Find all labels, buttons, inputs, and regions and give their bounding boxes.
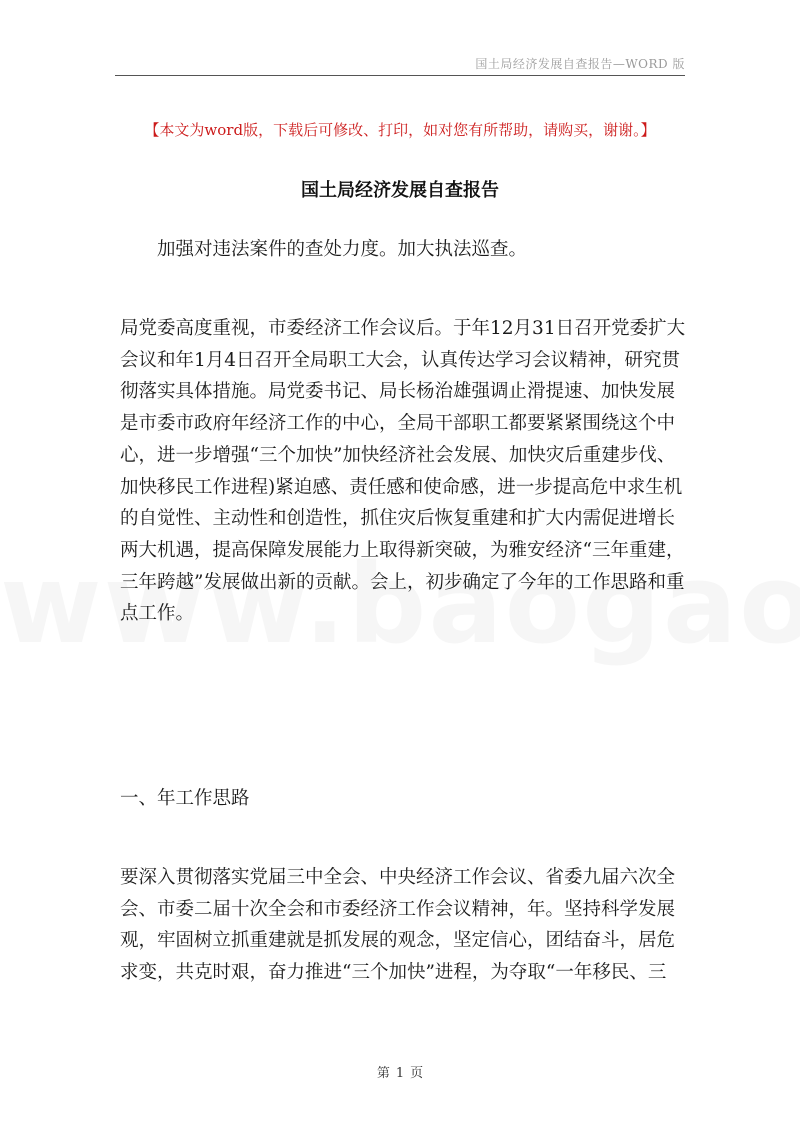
page-number: 1: [395, 1066, 405, 1081]
header-divider: [115, 75, 685, 76]
footer-suffix: 页: [410, 1066, 424, 1081]
paragraph-intro: 加强对违法案件的查处力度。加大执法巡查。: [157, 239, 528, 260]
document-title: 国土局经济发展自查报告: [301, 180, 499, 201]
download-notice: 【本文为word版，下载后可修改、打印，如对您有所帮助，请购买，谢谢。】: [144, 121, 656, 139]
footer-prefix: 第: [376, 1066, 390, 1081]
page-footer: [0, 1062, 800, 1081]
paragraph-approach: 要深入贯彻落实党届三中全会、中央经济工作会议、省委九届六次全会、市委二届十次全会和市委经济工作会议精神，年。坚持科学发展观，牢固树立抓重建就是抓发展的观念，坚定信心，团结奋斗，居危求变，共克时艰，奋力推进“三个加快”进程，为夺取“一年移民、三: [120, 867, 676, 984]
running-header: 国土局经济发展自查报告—WORD 版: [475, 57, 685, 71]
section-heading: 一、年工作思路: [120, 788, 250, 809]
paragraph-meeting: 局党委高度重视，市委经济工作会议后。于年12月31日召开党委扩大会议和年1月4日召开全局职工大会，认真传达学习会议精神，研究贯彻落实具体措施。局党委书记、局长杨治雄强调止滑提速、加快发展是市委市政府年经济工作的中心，全局干部职工都要紧紧围绕这个中心，进一步增强“三个加快”加快经济社会发展、加快灾后重建步伐、加快移民工作进程)紧迫感、责任感和使命感，进一步提高危中求生机的自觉性、主动性和创造性，抓住灾后恢复重建和扩大内需促进增长两大机遇，提高保障发展能力上取得新突破，为雅安经济“三年重建，三年跨越”发展做出新的贡献。会上，初步确定了今年的工作思路和重点工作。: [120, 318, 686, 625]
